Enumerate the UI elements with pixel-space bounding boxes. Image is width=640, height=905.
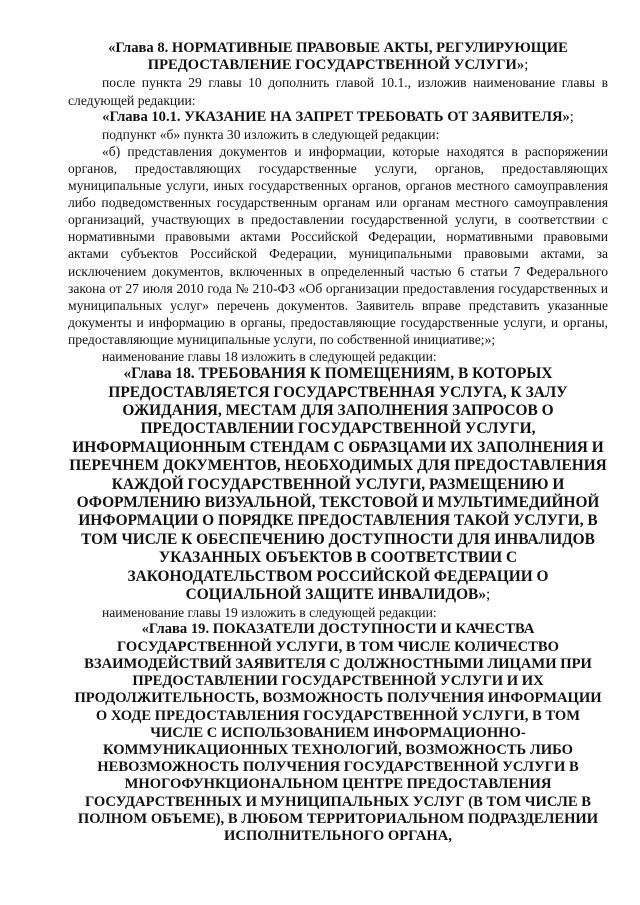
heading-chapter-8	[68, 40, 608, 74]
heading-chapter-10-1	[68, 109, 608, 126]
heading-chapter-18	[68, 365, 608, 604]
heading-chapter-10-1-text: «Глава 10.1. УКАЗАНИЕ НА ЗАПРЕТ ТРЕБОВАТЬ ОТ ЗАЯВИТЕЛЯ»	[102, 108, 570, 125]
heading-chapter-19: «Глава 19. ПОКАЗАТЕЛИ ДОСТУПНОСТИ И КАЧЕСТВА ГОСУДАРСТВЕННОЙ УСЛУГИ, В ТОМ ЧИСЛЕ КОЛИЧЕСТВО ВЗАИМОДЕЙСТВИЙ ЗАЯВИТЕЛЯ С ДОЛЖНОСТНЫМИ ЛИЦАМИ ПРИ ПРЕДОСТАВЛЕНИИ ГОСУДАРСТВЕННОЙ УСЛУГИ И ИХ ПРОДОЛЖИТЕЛЬНОСТЬ, ВОЗМОЖНОСТЬ ПОЛУЧЕНИЯ ИНФОРМАЦИИ О ХОДЕ ПРЕДОСТАВЛЕНИЯ ГОСУДАРСТВЕННОЙ УСЛУГИ, В ТОМ ЧИСЛЕ С ИСПОЛЬЗОВАНИЕМ ИНФОРМАЦИОННО-КОММУНИКАЦИОННЫХ ТЕХНОЛОГИЙ, ВОЗМОЖНОСТЬ ЛИБО НЕВОЗМОЖНОСТЬ ПОЛУЧЕНИЯ ГОСУДАРСТВЕННОЙ УСЛУГИ В МНОГОФУНКЦИОНАЛЬНОМ ЦЕНТРЕ ПРЕДОСТАВЛЕНИЯ ГОСУДАРСТВЕННЫХ И МУНИЦИПАЛЬНЫХ УСЛУГ (В ТОМ ЧИСЛЕ В ПОЛНОМ ОБЪЕМЕ), В ЛЮБОМ ТЕРРИТОРИАЛЬНОМ ПОДРАЗДЕЛЕНИИ ИСПОЛНИТЕЛЬНОГО ОРГАНА,	[74, 621, 602, 844]
paragraph-chapter-19-intro: наименование главы 19 изложить в следующей редакции:	[102, 605, 437, 621]
paragraph-chapter-18-intro: наименование главы 18 изложить в следующей редакции:	[102, 349, 437, 365]
heading-chapter-18-tail: ;	[486, 585, 491, 603]
heading-chapter-10-1-tail: ;	[569, 108, 574, 125]
heading-chapter-8-tail: ;	[524, 57, 529, 74]
paragraph-subpoint-b-intro: подпункт «б» пункта 30 изложить в следующей редакции:	[102, 126, 440, 142]
heading-chapter-8-text: «Глава 8. НОРМАТИВНЫЕ ПРАВОВЫЕ АКТЫ, РЕГУЛИРУЮЩИЕ ПРЕДОСТАВЛЕНИЕ ГОСУДАРСТВЕННОЙ УСЛУГИ»	[108, 40, 568, 74]
paragraph-after-point-29: после пункта 29 главы 10 дополнить главой 10.1., изложив наименование главы в следующей редакции:	[68, 75, 608, 108]
paragraph-subpoint-b-text: «б) представления документов и информации, которые находятся в распоряжении органов, предоставляющих государственные услуги, органов, предоставляющих муниципальные услуги, иных государственных органов, органов местного самоуправления либо подведомственных государственным органам или органам местного самоуправления организаций, участвующих в предоставлении государственной услуги, в соответствии с нормативными правовыми актами Российской Федерации, нормативными правовыми актами субъектов Российской Федерации, муниципальными правовыми актами, за исключением документов, включенных в определенный частью 6 статьи 7 Федерального закона от 27 июля 2010 года № 210-ФЗ «Об организации предоставления государственных и муниципальных услуг» перечень документов. Заявитель вправе представить указанные документы и информацию в органы, предоставляющие государственные услуги, и органы, предоставляющие муниципальные услуги, по собственной инициативе;»;	[68, 143, 608, 347]
heading-chapter-18-text: «Глава 18. ТРЕБОВАНИЯ К ПОМЕЩЕНИЯМ, В КОТОРЫХ ПРЕДОСТАВЛЯЕТСЯ ГОСУДАРСТВЕННАЯ УСЛУГА, К ЗАЛУ ОЖИДАНИЯ, МЕСТАМ ДЛЯ ЗАПОЛНЕНИЯ ЗАПРОСОВ О ПРЕДОСТАВЛЕНИИ ГОСУДАРСТВЕННОЙ УСЛУГИ, ИНФОРМАЦИОННЫМ СТЕНДАМ С ОБРАЗЦАМИ ИХ ЗАПОЛНЕНИЯ И ПЕРЕЧНЕМ ДОКУМЕНТОВ, НЕОБХОДИМЫХ ДЛЯ ПРЕДОСТАВЛЕНИЯ КАЖДОЙ ГОСУДАРСТВЕННОЙ УСЛУГИ, РАЗМЕЩЕНИЮ И ОФОРМЛЕНИЮ ВИЗУАЛЬНОЙ, ТЕКСТОВОЙ И МУЛЬТИМЕДИЙНОЙ ИНФОРМАЦИИ О ПОРЯДКЕ ПРЕДОСТАВЛЕНИЯ ТАКОЙ УСЛУГИ, В ТОМ ЧИСЛЕ К ОБЕСПЕЧЕНИЮ ДОСТУПНОСТИ ДЛЯ ИНВАЛИДОВ УКАЗАННЫХ ОБЪЕКТОВ В СООТВЕТСТВИИ С ЗАКОНОДАТЕЛЬСТВОМ РОССИЙСКОЙ ФЕДЕРАЦИИ О СОЦИАЛЬНОЙ ЗАЩИТЕ ИНВАЛИДОВ»	[69, 365, 607, 603]
